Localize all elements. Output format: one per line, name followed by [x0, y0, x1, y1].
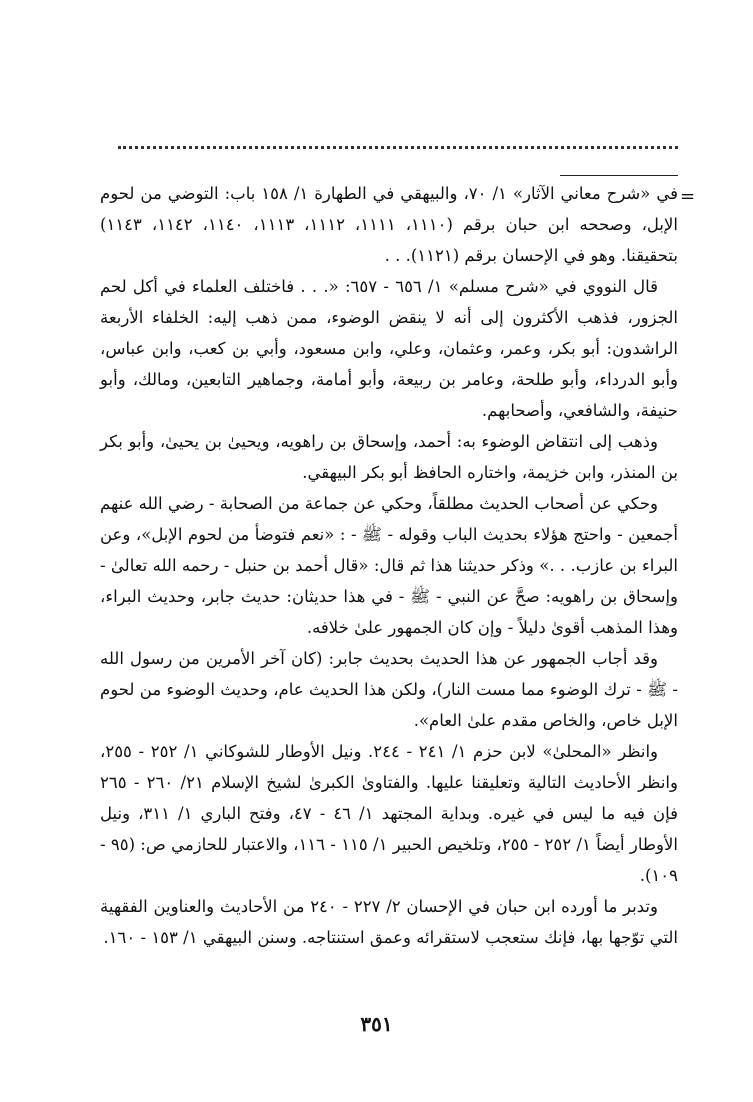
dotted-separator — [118, 146, 678, 149]
footnote-paragraph: وحكي عن أصحاب الحديث مطلقاً، وحكي عن جماعة من الصحابة - رضي الله عنهم أجمعين - واحتج هؤلاء بحديث الباب وقوله - ﷺ - : «نعم فتوضأ من لحوم الإبل»، وعن البراء بن عازب. . .» وذكر حديثنا هذا ثم قال: «قال أحمد بن حنبل - رحمه الله تعالىٰ - وإسحاق بن راهويه: صحَّ عن النبي - ﷺ - في هذا حديثان: حديث جابر، وحديث البراء، وهذا المذهب أقوىٰ دليلاً - وإن كان الجمهور علىٰ خلافه. — [100, 494, 678, 637]
footnote-paragraph: وتدبر ما أورده ابن حبان في الإحسان ٢/ ٢٢٧ - ٢٤٠ من الأحاديث والعناوين الفقهية التي توّجها بها، فإنك ستعجب لاستقرائه وعمق استنتاجه. وسنن البيهقي ١/ ١٥٣ - ١٦٠. — [100, 897, 678, 947]
footnote-paragraph: وانظر «المحلىٰ» لابن حزم ١/ ٢٤١ - ٢٤٤. ونيل الأوطار للشوكاني ١/ ٢٥٢ - ٢٥٥، وانظر الأحاديث التالية وتعليقنا عليها. والفتاوىٰ الكبرىٰ لشيخ الإسلام ٢١/ ٢٦٠ - ٢٦٥ فإن فيه ما ليس في غيره. وبداية المجتهد ١/ ٤٦ - ٤٧، وفتح الباري ١/ ٣١١، ونيل الأوطار أيضاً ١/ ٢٥٢ - ٢٥٥، وتلخيص الحبير ١/ ١١٥ - ١١٦، والاعتبار للحازمي ص: (٩٥ - ١٠٩). — [100, 742, 679, 885]
footnote-paragraph: في «شرح معاني الآثار» ١/ ٧٠، والبيهقي في الطهارة ١/ ١٥٨ باب: التوضي من لحوم الإبل، وصححه ابن حبان برقم (١١١٠، ١١١١، ١١١٢، ١١١٣، ١١٤٠، ١١٤٢، ١١٤٣) بتحقيقنا. وهو في الإحسان برقم (١١٢١). . . — [100, 184, 678, 265]
footnote-paragraph: وقد أجاب الجمهور عن هذا الحديث بحديث جابر: (كان آخر الأمرين من رسول الله - ﷺ - ترك الوضوء مما مست النار)، ولكن هذا الحديث عام، وحديث الوضوء من لحوم الإبل خاص، والخاص مقدم علىٰ العام». — [100, 649, 678, 730]
footnote-paragraph: قال النووي في «شرح مسلم» ١/ ٦٥٦ - ٦٥٧: «. . . فاختلف العلماء في أكل لحم الجزور، فذهب الأكثرون إلى أنه لا ينقض الوضوء، ممن ذهب إليه: الخلفاء الأربعة الراشدون: أبو بكر، وعمر، وعثمان، وعلي، وابن مسعود، وأبي بن كعب، وابن عباس، وأبو الدرداء، وأبو طلحة، وعامر بن ربيعة، وأبو أمامة، وجماهير التابعين، ومالك، وأبو حنيفة، والشافعي، وأصحابهم. — [100, 277, 678, 420]
footnote-body — [100, 178, 678, 953]
page-number: ٣٥١ — [360, 1012, 393, 1036]
footnote-paragraph: وذهب إلى انتقاض الوضوء به: أحمد، وإسحاق بن راهويه، ويحيىٰ بن يحيىٰ، وأبو بكر بن المنذر، وابن خزيمة، واختاره الحافظ أبو بكر البيهقي. — [100, 432, 678, 482]
continuation-mark: = — [680, 186, 696, 207]
footnote-rule — [560, 175, 678, 176]
